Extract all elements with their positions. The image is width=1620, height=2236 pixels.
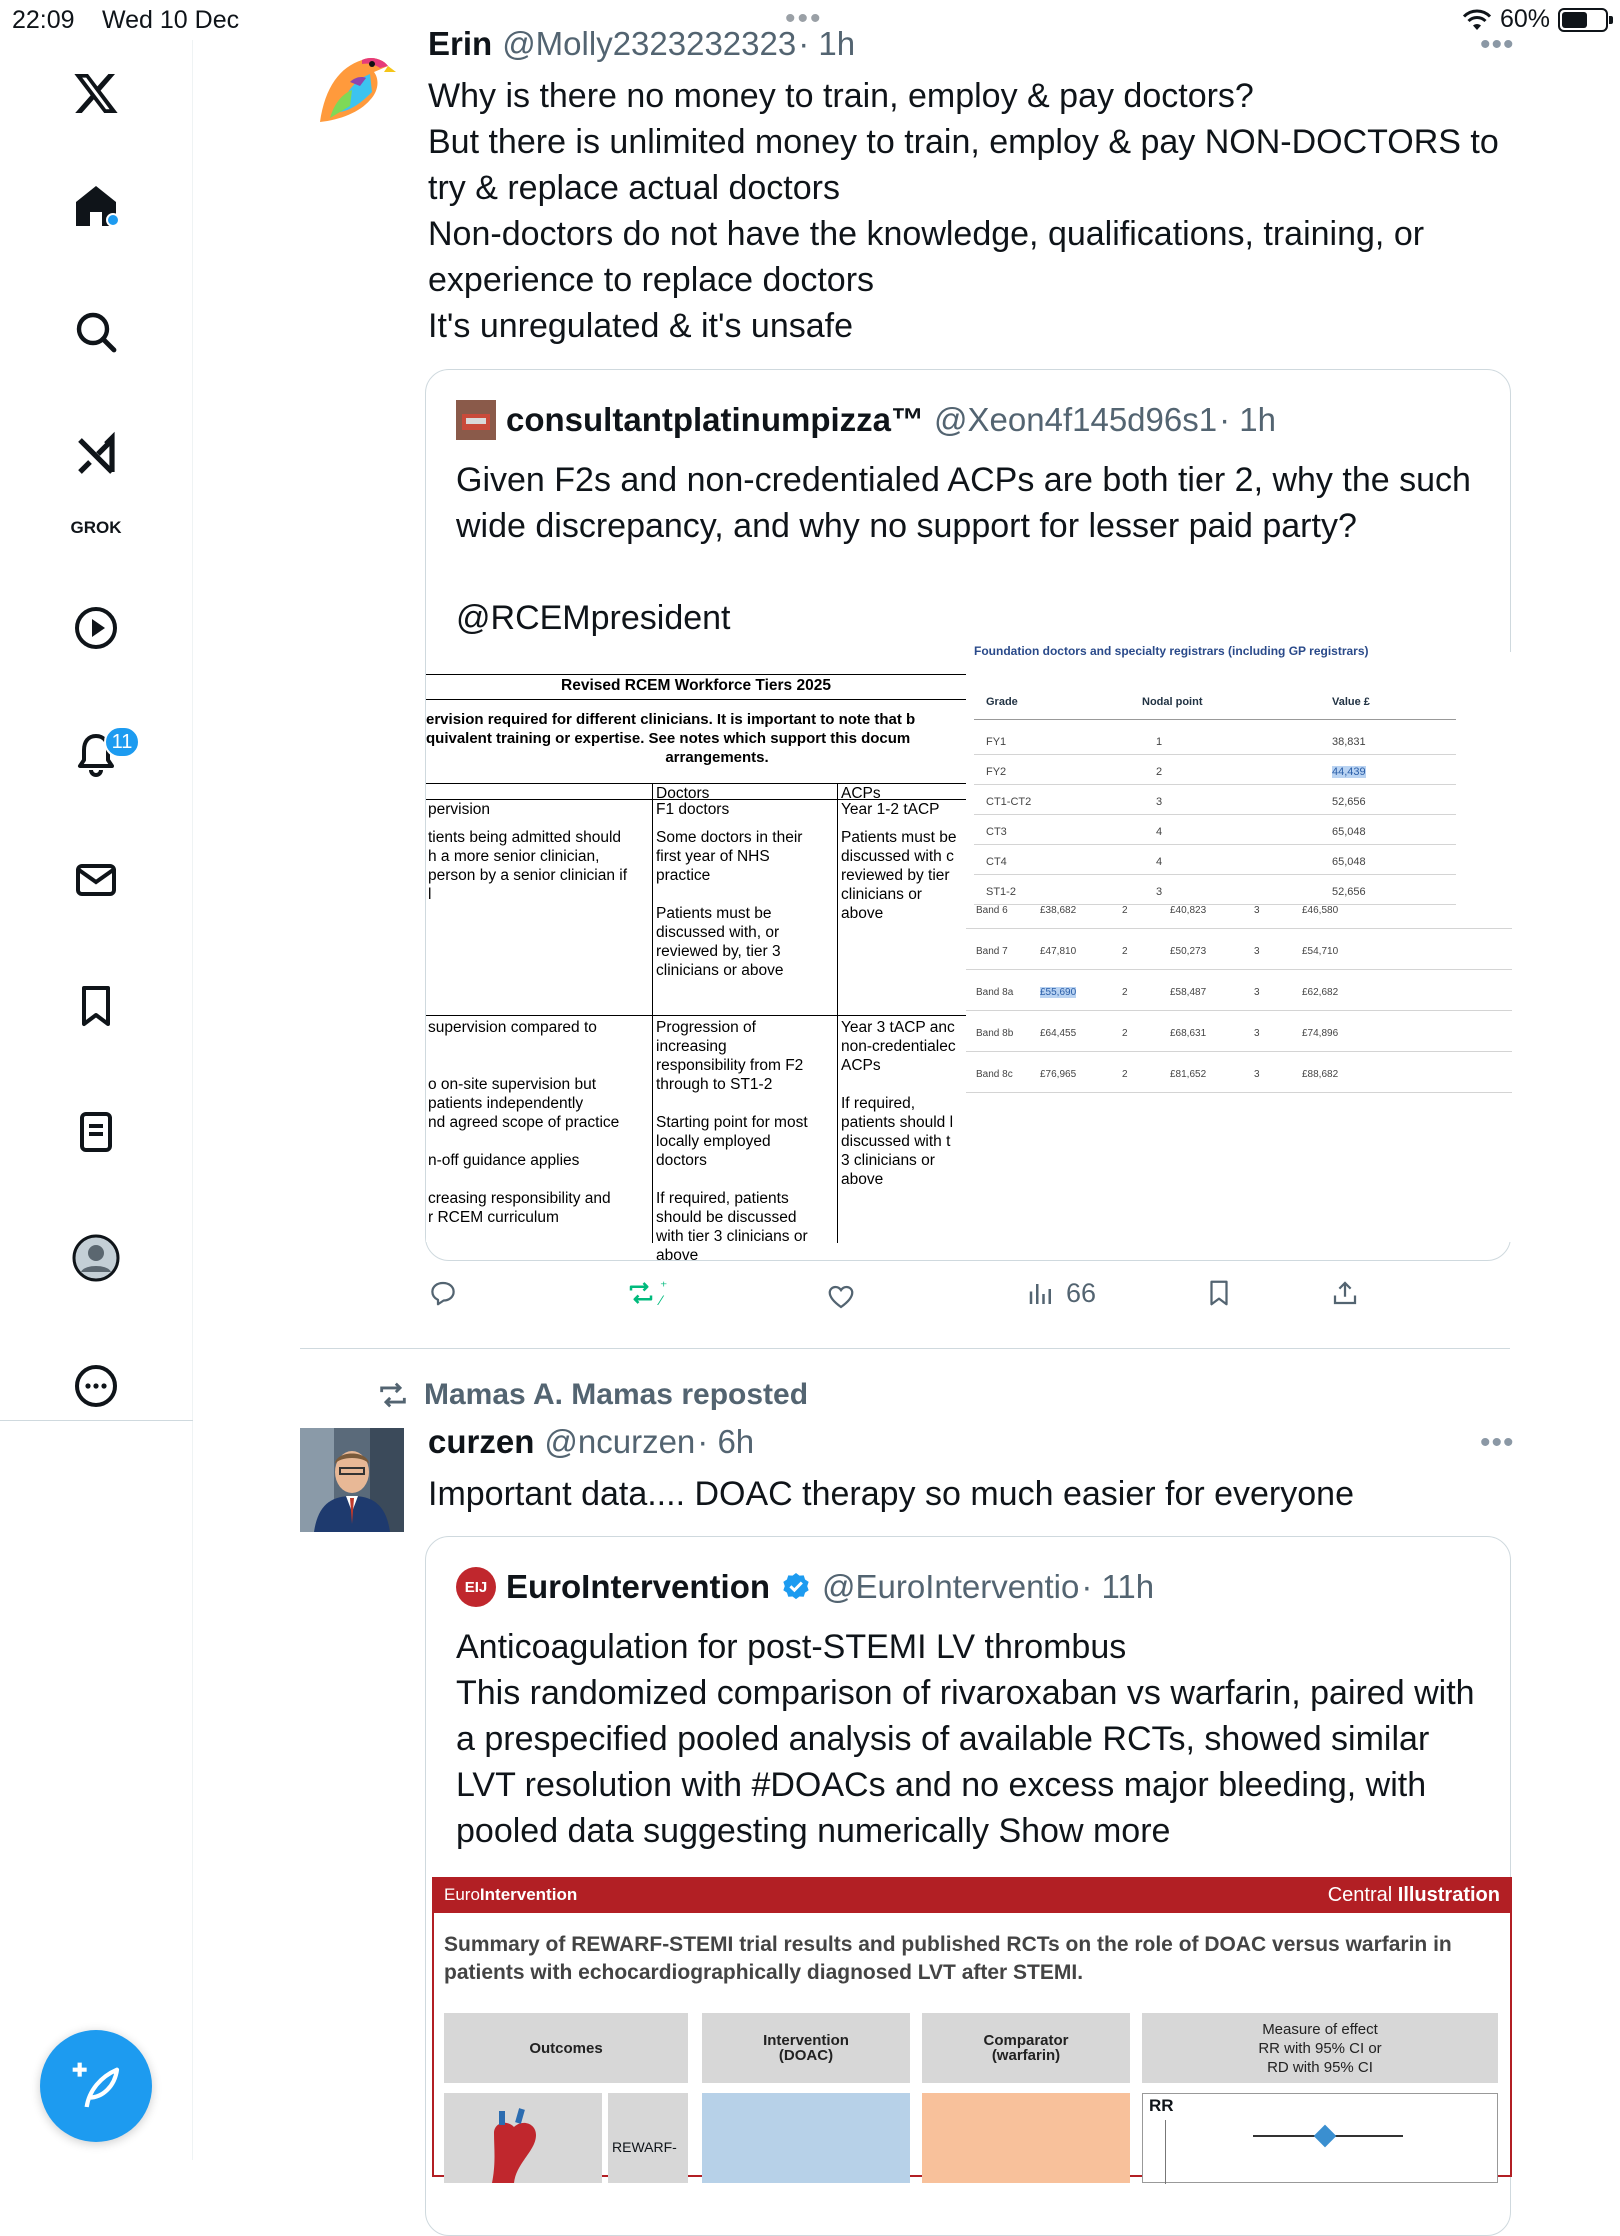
band-v2-cell: £40,823 xyxy=(1170,905,1207,916)
profile-avatar-icon[interactable] xyxy=(66,1228,126,1288)
grok-label[interactable]: GROK xyxy=(70,518,122,537)
grade-cell: FY1 xyxy=(986,736,1007,748)
quote-body: Anticoagulation for post-STEMI LV thrombus This randomized comparison of rivaroxaban vs warfarin, paired with a prespecified pooled analysis of available RCTs, showed similar LVT resolution with #DOACs and no excess major bleeding, with pooled data suggesting numerically xyxy=(456,1628,1475,1850)
band-v2-cell: £68,631 xyxy=(1170,1028,1207,1039)
sidebar-divider xyxy=(0,1420,193,1421)
views-count: 66 xyxy=(1066,1278,1097,1308)
compose-post-button[interactable] xyxy=(40,2030,152,2142)
band-v3-cell: £62,682 xyxy=(1302,987,1339,998)
nodal-cell: 3 xyxy=(1156,796,1163,808)
rcem-workforce-tiers-document[interactable] xyxy=(426,662,966,1264)
messages-mail-icon[interactable] xyxy=(66,850,126,910)
author-handle[interactable]: @Molly2323232323 xyxy=(502,25,797,62)
band-v2-cell: £58,487 xyxy=(1170,987,1207,998)
forest-plot xyxy=(1142,2093,1498,2183)
comparator-header: Comparator (warfarin) xyxy=(922,2013,1130,2083)
timeline-feed xyxy=(194,0,1620,2160)
doc-cell-tacp: Year 1-2 tACP xyxy=(841,801,940,818)
nodal-cell: 1 xyxy=(1156,736,1163,748)
band-v1-cell: £55,690 xyxy=(1040,987,1077,998)
value-cell: 65,048 xyxy=(1332,826,1366,838)
band-n1-cell: 2 xyxy=(1122,987,1128,998)
heart-illustration xyxy=(444,2093,602,2183)
share-button[interactable] xyxy=(1330,1278,1360,1308)
pay-band-row xyxy=(966,981,1512,1022)
comparator-cell xyxy=(922,2093,1130,2183)
value-cell: 52,656 xyxy=(1332,796,1366,808)
central-illustration-image[interactable] xyxy=(432,1877,1512,2177)
quote-author-handle[interactable]: @EuroInterventio xyxy=(822,1568,1080,1605)
doc-cell-tier2-desc: supervision compared to o on-site supervision but patients independently nd agreed scope of practice n-off guidance applies creasing responsibility and r RCEM curriculum xyxy=(428,1019,620,1226)
analytics-icon xyxy=(1026,1279,1056,1309)
doc-col-doctors: Doctors xyxy=(656,785,710,802)
band-v1-cell: £64,455 xyxy=(1040,1028,1077,1039)
grok-icon[interactable] xyxy=(66,426,126,486)
illustration-brand: EuroIntervention xyxy=(444,1885,578,1904)
more-options-icon[interactable] xyxy=(66,1356,126,1416)
quote-header xyxy=(456,400,1276,440)
illustration-summary: Summary of REWARF-STEMI trial results and published RCTs on the role of DOAC versus warfarin in patients with echocardiographically diagnosed LVT after STEMI. xyxy=(444,1933,1452,1984)
grade-cell: ST1-2 xyxy=(986,886,1016,898)
x-logo-icon[interactable] xyxy=(66,63,126,123)
value-cell: 38,831 xyxy=(1332,736,1366,748)
doc-cell-supervision: pervision xyxy=(428,801,491,818)
tweet-time[interactable]: · 1h xyxy=(798,25,856,62)
trial-label: REWARF- xyxy=(608,2093,688,2183)
band-band-cell: Band 7 xyxy=(976,946,1008,957)
author-handle[interactable]: @ncurzen xyxy=(544,1423,696,1460)
band-v3-cell: £88,682 xyxy=(1302,1069,1339,1080)
band-n2-cell: 3 xyxy=(1254,987,1260,998)
band-band-cell: Band 6 xyxy=(976,905,1008,916)
nodal-cell: 2 xyxy=(1156,766,1163,778)
author-name[interactable]: curzen xyxy=(428,1423,535,1460)
nodal-cell: 4 xyxy=(1156,826,1163,838)
reply-icon xyxy=(428,1278,458,1308)
tweet-text: Important data.... DOAC therapy so much easier for everyone xyxy=(428,1475,1354,1513)
doc-intro-line-1: ervision required for different clinicians. It is important to note that b xyxy=(426,711,916,728)
pay-band-row xyxy=(966,899,1512,940)
tweet-text: Why is there no money to train, employ & pay doctors? But there is unlimited money to train, employ & pay NON-DOCTORS to try & replace actual doctors Non-doctors do not have the knowledge, qualifications, training, or experience to replace doctors It's unregulated & it's unsafe xyxy=(428,77,1499,345)
avatar-curzen[interactable] xyxy=(300,1428,404,1532)
bookmarks-icon[interactable] xyxy=(66,976,126,1036)
home-unread-dot xyxy=(106,213,120,227)
pay-scale-tables-image[interactable] xyxy=(966,644,1512,1242)
band-v1-cell: £76,965 xyxy=(1040,1069,1077,1080)
doc-cell-tier1-desc: tients being admitted should h a more senior clinician, person by a senior clinician if l xyxy=(428,829,628,903)
tweet-more-icon[interactable]: ••• xyxy=(1480,28,1515,61)
forest-axis xyxy=(1165,2120,1166,2184)
pay-grade-row xyxy=(966,784,1512,814)
pay-grade-row xyxy=(966,814,1512,844)
bookmark-button[interactable] xyxy=(1204,1278,1234,1308)
video-play-icon[interactable] xyxy=(66,598,126,658)
quote-header xyxy=(456,1567,1154,1607)
pay-header-text: Foundation doctors and specialty registrars (including GP registrars) xyxy=(974,644,1369,658)
search-icon[interactable] xyxy=(66,302,126,362)
col-value: Value £ xyxy=(1332,696,1370,708)
value-cell: 44,439 xyxy=(1332,766,1366,778)
grade-cell: CT4 xyxy=(986,856,1007,868)
band-v3-cell: £54,710 xyxy=(1302,946,1339,957)
nodal-cell: 3 xyxy=(1156,886,1163,898)
notification-count-badge: 11 xyxy=(104,726,140,758)
band-v1-cell: £38,682 xyxy=(1040,905,1077,916)
doc-cell-f2-desc: Progression of increasing responsibility from F2 through to ST1-2 Starting point for most locally employed doctors If required, patients should be discussed with tier 3 clinicians or above xyxy=(656,1019,808,1264)
tweet-actions xyxy=(428,1278,1428,1318)
battery-percent: 60% xyxy=(1499,5,1550,33)
intervention-cell xyxy=(702,2093,910,2183)
status-time: 22:09 xyxy=(12,6,75,34)
nodal-cell: 4 xyxy=(1156,856,1163,868)
doc-intro-line-3: arrangements. xyxy=(665,749,769,766)
quote-time: · 1h xyxy=(1219,401,1276,438)
grade-cell: CT3 xyxy=(986,826,1007,838)
multitask-dots-icon[interactable]: ••• xyxy=(785,2,823,35)
band-v3-cell: £46,580 xyxy=(1302,905,1339,916)
grade-cell: FY2 xyxy=(986,766,1007,778)
pay-band-row xyxy=(966,1022,1512,1063)
home-icon[interactable] xyxy=(66,176,126,236)
doc-intro-line-2: quivalent training or expertise. See notes which support this docum xyxy=(426,730,911,747)
tweet-header xyxy=(428,1423,754,1461)
quote-author-handle[interactable]: @Xeon4f145d96s1 xyxy=(934,401,1218,438)
doc-cell-tacp-desc: Patients must be discussed with c reviewed by tier clinicians or above xyxy=(841,829,957,922)
doc-title: Revised RCEM Workforce Tiers 2025 xyxy=(561,677,831,694)
illustration-label: Central Illustration xyxy=(1327,1884,1500,1906)
quoted-tweet[interactable] xyxy=(425,369,1511,1264)
band-n1-cell: 2 xyxy=(1122,946,1128,957)
pay-band-row xyxy=(966,940,1512,981)
tweet-divider xyxy=(300,1348,1510,1349)
illustration-header-bar xyxy=(434,1879,1510,1913)
doc-cell-acp3-desc: Year 3 tACP anc non-credentialec ACPs If required, patients should l discussed with t 3 clinicians or above xyxy=(841,1019,956,1188)
doc-col-acps: ACPs xyxy=(841,785,881,802)
band-band-cell: Band 8c xyxy=(976,1069,1013,1080)
quote-text xyxy=(456,1624,1496,1854)
share-icon xyxy=(1330,1278,1360,1308)
show-more-link[interactable]: Show more xyxy=(998,1812,1171,1850)
doc-cell-f1: F1 doctors xyxy=(656,801,730,818)
pay-grade-row xyxy=(966,844,1512,874)
band-v3-cell: £74,896 xyxy=(1302,1028,1339,1039)
lists-icon[interactable] xyxy=(66,1102,126,1162)
tweet-header xyxy=(428,25,855,63)
band-v1-cell: £47,810 xyxy=(1040,946,1077,957)
band-v2-cell: £81,652 xyxy=(1170,1069,1207,1080)
repost-button[interactable] xyxy=(626,1278,667,1308)
value-cell: 65,048 xyxy=(1332,856,1366,868)
bookmark-icon xyxy=(1204,1278,1234,1308)
quote-avatar[interactable] xyxy=(456,400,496,440)
band-n1-cell: 2 xyxy=(1122,1028,1128,1039)
heart-icon xyxy=(826,1282,856,1312)
band-n2-cell: 3 xyxy=(1254,946,1260,957)
pay-grade-row xyxy=(966,724,1512,754)
pay-band-row xyxy=(966,1063,1512,1104)
grade-cell: CT1-CT2 xyxy=(986,796,1032,808)
compose-feather-icon xyxy=(68,2058,124,2114)
repost-label[interactable]: Mamas A. Mamas reposted xyxy=(424,1378,809,1411)
reply-button[interactable] xyxy=(428,1278,458,1308)
quote-text: Given F2s and non-credentialed ACPs are both tier 2, why the such wide discrepancy, and why no support for lesser paid party? @RCEMpresident xyxy=(456,461,1471,637)
quote-author-name[interactable]: EuroIntervention xyxy=(506,1568,771,1605)
value-cell: 52,656 xyxy=(1332,886,1366,898)
heart-icon xyxy=(444,2093,602,2183)
band-band-cell: Band 8a xyxy=(976,987,1014,998)
band-n1-cell: 2 xyxy=(1122,905,1128,916)
forest-point-estimate xyxy=(1314,2125,1337,2148)
repost-context xyxy=(376,1378,808,1412)
col-nodal-point: Nodal point xyxy=(1142,696,1203,708)
band-v2-cell: £50,273 xyxy=(1170,946,1207,957)
author-name[interactable]: Erin xyxy=(428,25,493,62)
reposted-icon xyxy=(376,1378,410,1412)
outcomes-header: Outcomes xyxy=(444,2013,688,2083)
sidebar xyxy=(0,40,193,2160)
band-n1-cell: 2 xyxy=(1122,1069,1128,1080)
quoted-tweet[interactable] xyxy=(425,1536,1511,2236)
status-date: Wed 10 Dec xyxy=(102,6,240,34)
intervention-header: Intervention (DOAC) xyxy=(702,2013,910,2083)
band-n2-cell: 3 xyxy=(1254,905,1260,916)
repost-icon xyxy=(626,1278,656,1308)
forest-plot-rr-label: RR xyxy=(1149,2096,1174,2115)
like-button[interactable] xyxy=(826,1282,856,1312)
doc-cell-f1-desc: Some doctors in their first year of NHS practice Patients must be discussed with, or reviewed by, tier 3 clinicians or above xyxy=(656,829,803,979)
band-n2-cell: 3 xyxy=(1254,1028,1260,1039)
eij-logo[interactable]: EIJ xyxy=(456,1567,496,1607)
repost-animation-icon: ⁺ ⁄ xyxy=(660,1278,668,1308)
measure-header: Measure of effect RR with 95% CI or RD with 95% CI xyxy=(1142,2013,1498,2083)
quote-author-name[interactable]: consultantplatinumpizza™ xyxy=(506,401,925,438)
quote-time: · 11h xyxy=(1081,1568,1155,1605)
verified-badge-icon xyxy=(780,1571,812,1603)
band-n2-cell: 3 xyxy=(1254,1069,1260,1080)
pay-grade-row xyxy=(966,754,1512,784)
views-button[interactable] xyxy=(1026,1278,1096,1309)
tweet-more-icon[interactable]: ••• xyxy=(1480,1426,1515,1459)
band-band-cell: Band 8b xyxy=(976,1028,1014,1039)
col-grade: Grade xyxy=(986,696,1018,708)
avatar-erin[interactable] xyxy=(300,32,404,136)
tweet-time[interactable]: · 6h xyxy=(697,1423,755,1460)
